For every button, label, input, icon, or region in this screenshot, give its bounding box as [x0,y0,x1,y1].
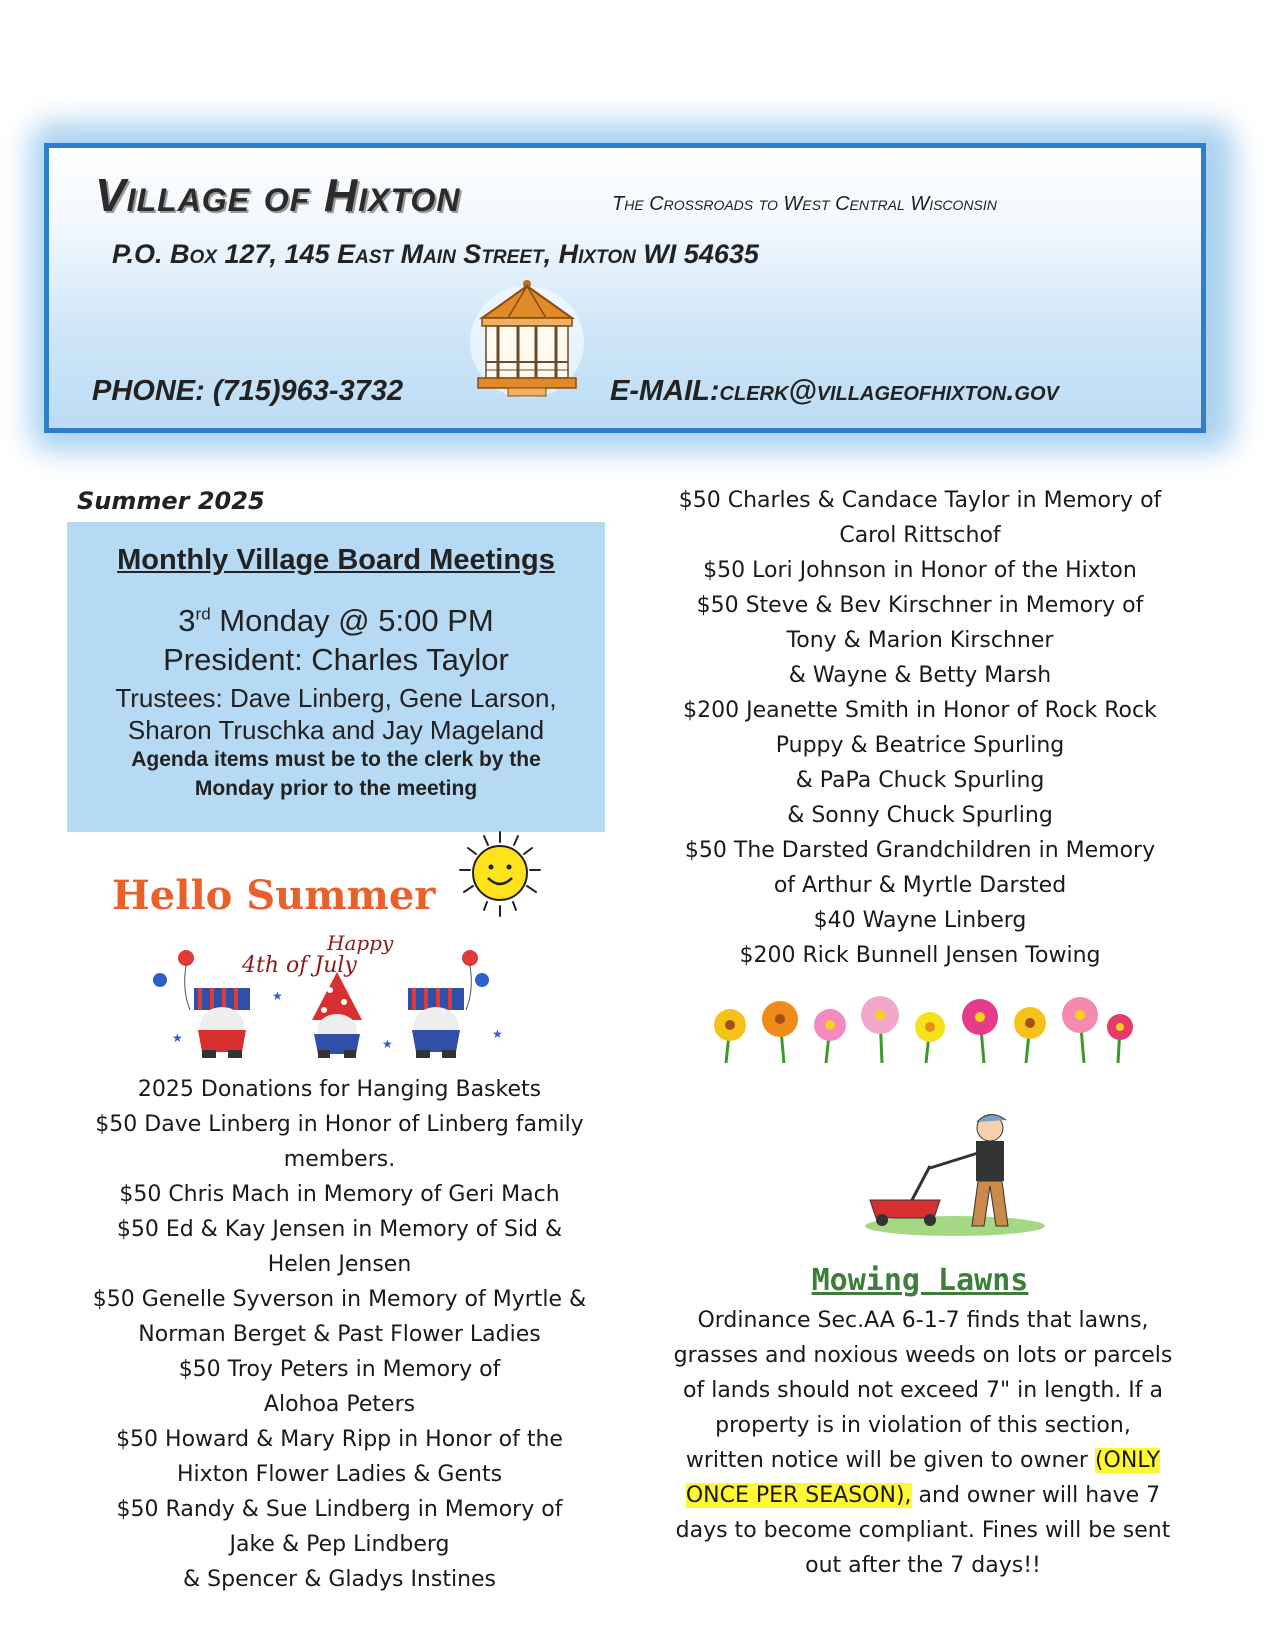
donation-line: $50 Ed & Kay Jensen in Memory of Sid & [116,1217,563,1242]
donation-line: $50 Chris Mach in Memory of Geri Mach [119,1182,560,1207]
mowing-lawns-heading: Mowing Lawns [811,1263,1029,1298]
village-title: Village of Hixton [95,169,461,221]
donation-line: $200 Jeanette Smith in Honor of Rock Rock [683,698,1157,723]
mowing-line: grasses and noxious weeds on lots or parcels [673,1343,1173,1368]
meeting-ordinal: 3 [178,603,196,638]
meetings-agenda-line-2: Monday prior to the meeting [194,777,478,800]
donation-line: 2025 Donations for Hanging Baskets [137,1077,542,1102]
flowers-illustration [700,985,1140,1065]
mowing-line [648,1478,1198,1513]
village-address: P.O. Box 127, 145 East Main Street, Hixton WI 54635 [112,239,759,269]
lawn-mower-illustration [860,1108,1050,1238]
donation-line: $50 Genelle Syverson in Memory of Myrtle & [92,1287,587,1312]
donation-line: $50 The Darsted Grandchildren in Memory [684,838,1156,863]
donation-line: Tony & Marion Kirschner [786,628,1054,653]
hello-summer-heading: Hello Summer [112,872,436,919]
sun-icon [444,828,556,928]
mowing-line: out after the 7 days!! [805,1553,1041,1578]
mowing-ordinance-text [648,1303,1198,1583]
donation-line: & PaPa Chuck Spurling [795,768,1045,793]
village-tagline: The Crossroads to West Central Wisconsin [612,193,997,215]
mowing-line: property is in violation of this section, [715,1413,1131,1438]
donation-line: & Sonny Chuck Spurling [787,803,1053,828]
july-art-happy: Happy [327,931,394,955]
gazebo-icon [468,278,586,406]
donation-line: $50 Dave Linberg in Honor of Linberg family [95,1112,584,1137]
july-art-fourth: 4th of July [242,953,357,978]
donation-line: Puppy & Beatrice Spurling [775,733,1065,758]
svg-text:★: ★ [382,1037,393,1051]
mowing-line: days to become compliant. Fines will be sent [675,1518,1171,1543]
donation-line: $50 Lori Johnson in Honor of the Hixton [703,558,1137,583]
mowing-highlight-1: (ONLY [1094,1448,1161,1473]
meeting-time: Monday @ 5:00 PM [210,603,494,638]
mowing-line: of lands should not exceed 7" in length. If a [683,1378,1163,1403]
mowing-line-6-text: and owner will have 7 [911,1483,1161,1508]
svg-text:★: ★ [172,1031,183,1045]
donation-line: $50 Charles & Candace Taylor in Memory of [678,488,1162,513]
donation-line: Carol Rittschof [839,523,1001,548]
meetings-agenda-line-1: Agenda items must be to the clerk by the [131,748,541,771]
donations-list-right [640,483,1200,973]
donation-line: $50 Troy Peters in Memory of [178,1357,501,1382]
donation-line: $50 Steve & Bev Kirschner in Memory of [696,593,1144,618]
donation-line: Jake & Pep Lindberg [229,1532,450,1557]
donation-line: $40 Wayne Linberg [813,908,1027,933]
mowing-highlight-2: ONCE PER SEASON), [685,1483,912,1508]
svg-text:★: ★ [272,989,283,1003]
meetings-president: President: Charles Taylor [163,642,509,677]
meetings-title: Monthly Village Board Meetings [117,544,555,576]
donation-line: Helen Jensen [267,1252,412,1277]
mowing-line: Ordinance Sec.AA 6-1-7 finds that lawns, [697,1308,1149,1333]
village-email: E-MAIL:clerk@villageofhixton.gov [610,375,1059,407]
donation-line: Norman Berget & Past Flower Ladies [138,1322,541,1347]
donation-line: Hixton Flower Ladies & Gents [176,1462,503,1487]
fourth-of-july-gnomes-illustration [152,930,522,1060]
donation-line: members. [283,1147,396,1172]
meetings-trustees-line-1: Trustees: Dave Linberg, Gene Larson, [115,683,557,713]
meeting-ordinal-suffix: rd [195,604,211,624]
donation-line: & Wayne & Betty Marsh [788,663,1052,688]
donation-line: Alohoa Peters [263,1392,416,1417]
village-phone: PHONE: (715)963-3732 [92,375,404,407]
donation-line: $50 Howard & Mary Ripp in Honor of the [116,1427,563,1452]
donation-line: $200 Rick Bunnell Jensen Towing [739,943,1101,968]
donation-line: $50 Randy & Sue Lindberg in Memory of [116,1497,563,1522]
donation-line: of Arthur & Myrtle Darsted [773,873,1067,898]
meetings-schedule [67,603,605,639]
meetings-trustees-line-2: Sharon Truschka and Jay Mageland [127,715,545,745]
season-label: Summer 2025 [77,487,265,515]
mowing-line-5-text: written notice will be given to owner [685,1448,1095,1473]
mowing-line [648,1443,1198,1478]
donations-list-left [62,1072,617,1597]
svg-text:★: ★ [492,1027,503,1041]
donation-line: & Spencer & Gladys Instines [182,1567,497,1592]
